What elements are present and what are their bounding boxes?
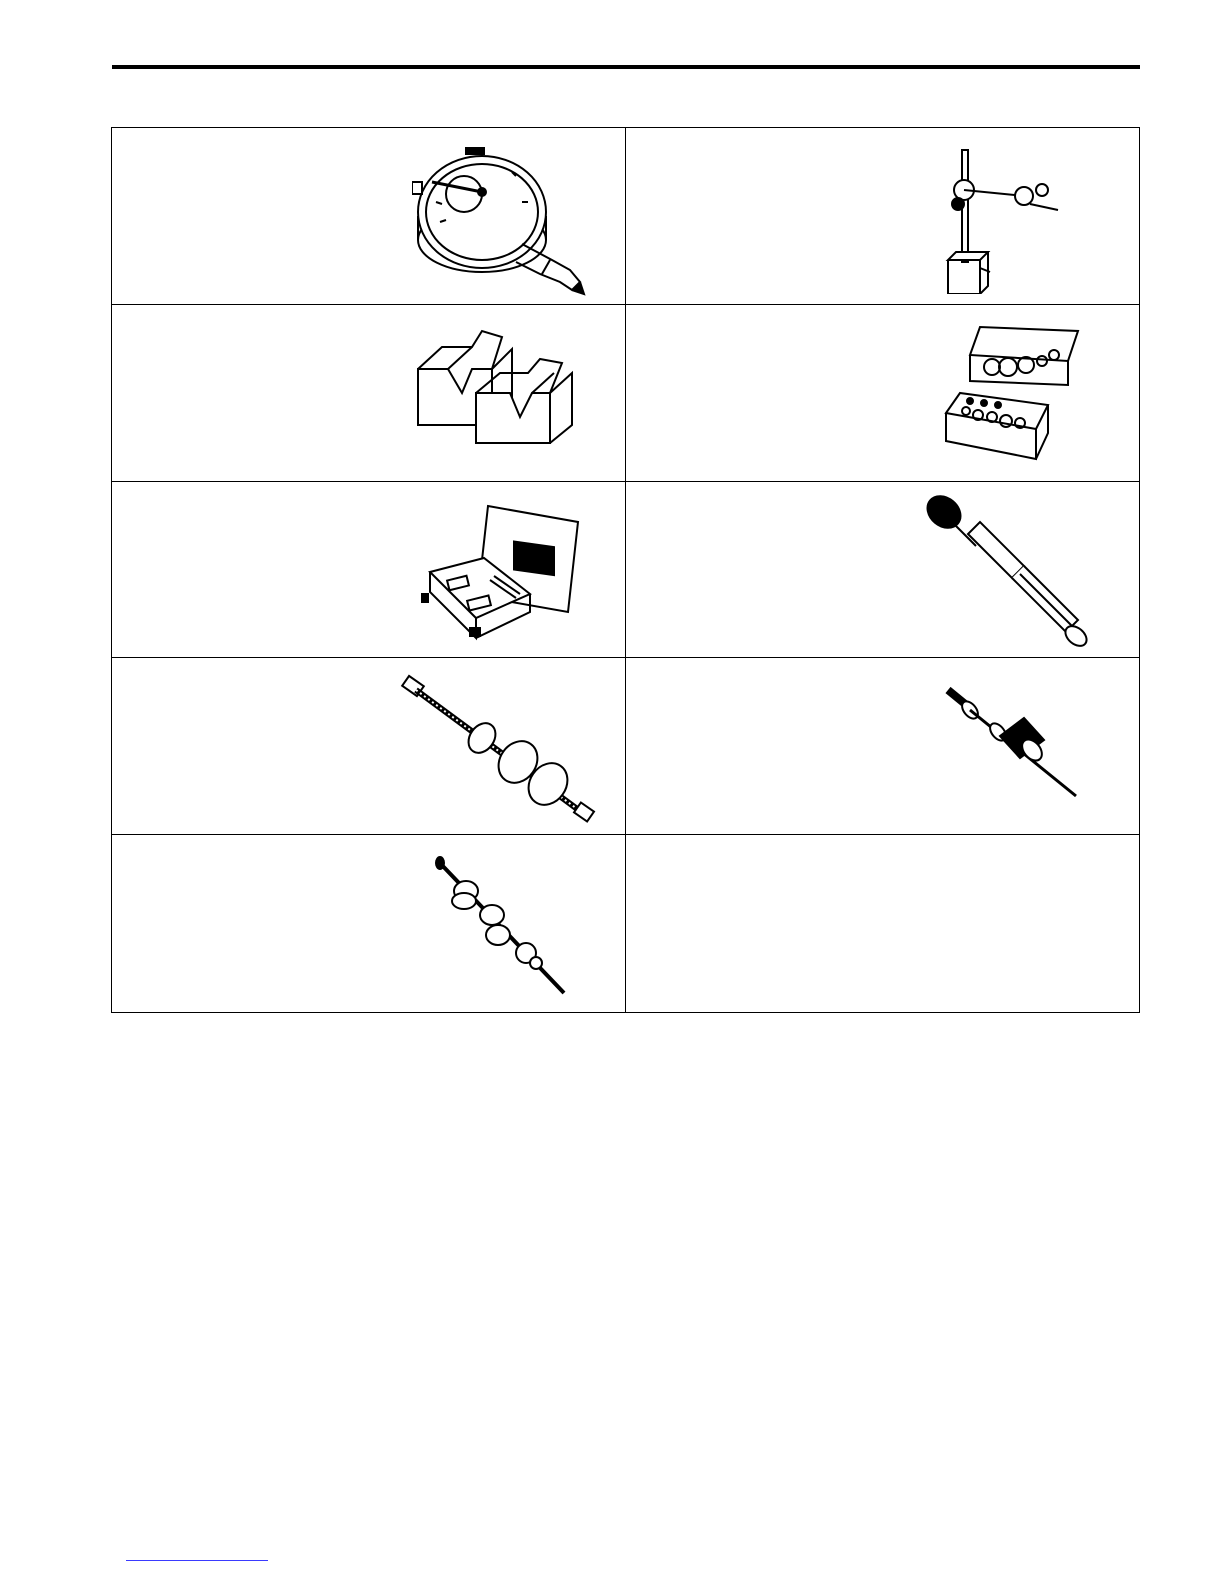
header-rule — [112, 65, 1140, 69]
magnetic-stand-illustration — [934, 144, 1074, 294]
valve-lapper-kit-illustration — [418, 500, 586, 644]
tool-cell-bearing-puller-stack — [112, 835, 626, 1012]
bearing-remover-illustration — [916, 486, 1116, 662]
tool-cell-empty — [626, 835, 1139, 1012]
bearing-installer-shaft-illustration — [396, 666, 606, 830]
footer-link-underline — [126, 1560, 268, 1561]
bearing-installer-set-illustration — [940, 321, 1090, 465]
v-blocks-illustration — [412, 321, 587, 469]
tool-cell-slide-hammer — [626, 658, 1139, 835]
special-tools-table — [111, 127, 1140, 1013]
bearing-puller-stack-illustration — [424, 851, 574, 999]
tool-cell-bearing-installer-shaft — [112, 658, 626, 835]
dial-gauge-illustration — [412, 142, 592, 302]
tool-cell-valve-lapper-kit — [112, 482, 626, 659]
tool-cell-v-blocks — [112, 305, 626, 482]
slide-hammer-illustration — [940, 680, 1090, 810]
tool-cell-bearing-installer-set — [626, 305, 1139, 482]
tool-cell-dial-gauge — [112, 128, 626, 305]
tool-cell-bearing-remover — [626, 482, 1139, 659]
tool-cell-magnetic-stand — [626, 128, 1139, 305]
